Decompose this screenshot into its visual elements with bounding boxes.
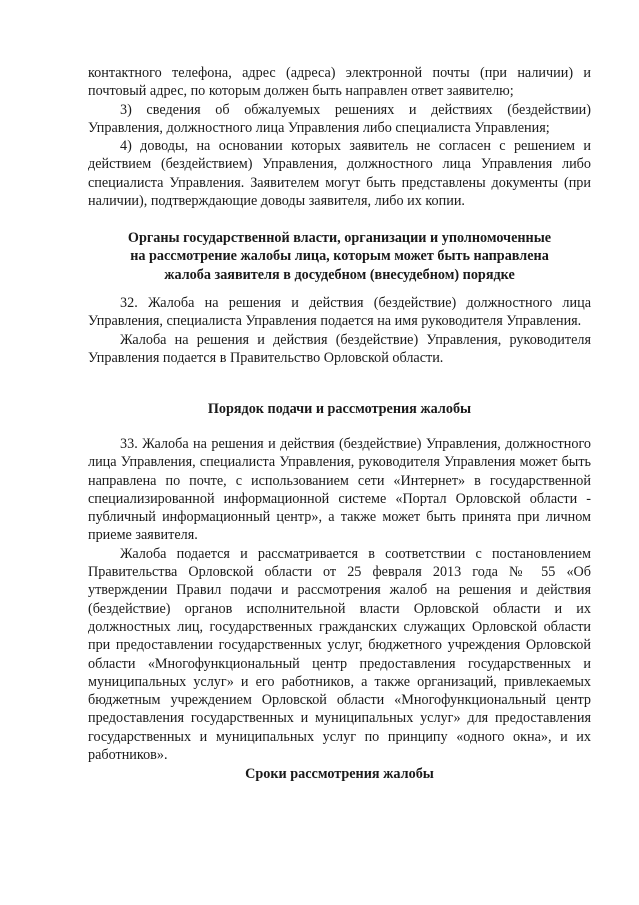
- section-33: [88, 435, 591, 764]
- heading-authorities-line-2: на рассмотрение жалобы лица, которым может быть направлена: [130, 248, 549, 265]
- heading-terms: [88, 765, 591, 783]
- paragraph-contact-info: контактного телефона, адрес (адреса) электронной почты (при наличии) и почтовый адрес, по которым должен быть направлен ответ заявителю;: [88, 65, 591, 100]
- paragraph-32-government: Жалоба на решения и действия (бездействие) Управления, руководителя Управления подается в Правительство Орловской области.: [88, 331, 591, 366]
- paragraph-33: 33. Жалоба на решения и действия (бездействие) Управления, должностного лица Управления, специалиста Управления, руководителя Управления может быть направлена по почте, с использованием сети «Интернет» в государственной специализированной информационной системе «Портал Орловской области - публичный информационный центр», а также может быть принята при личном приеме заявителя.: [88, 436, 591, 544]
- heading-authorities-line-1: Органы государственной власти, организации и уполномоченные: [127, 230, 552, 246]
- heading-authorities-line-3: жалоба заявителя в досудебном (внесудебном) порядке: [164, 266, 515, 283]
- paragraph-32: 32. Жалоба на решения и действия (бездействие) должностного лица Управления, специалиста Управления подается на имя руководителя Управления.: [88, 295, 591, 330]
- paragraph-33-regulation: Жалоба подается и рассматривается в соответствии с постановлением Правительства Орловской области от 25 февраля 2013 года № 55 «Об утверждении Правил подачи и рассмотрения жалоб на решения и действия (бездействие) органов исполнительной власти Орловской области и их должностных лиц, государственных гражданских служащих Орловской области при предоставлении государственных услуг, бюджетного учреждения Орловской области «Многофункциональный центр предоставления государственных и муниципальных услуг» и его работников, а также организаций, привлекаемых бюджетным учреждением Орловской области «Многофункциональный центр предоставления государственных и муниципальных услуг» для предоставления государственных и муниципальных услуг по принципу «одного окна», и их работников».: [88, 545, 591, 764]
- heading-terms-title: Сроки рассмотрения жалобы: [245, 766, 434, 782]
- heading-procedure-title: Порядок подачи и рассмотрения жалобы: [207, 401, 472, 417]
- paragraph-item-3: 3) сведения об обжалуемых решениях и действиях (бездействии) Управления, должностного лица Управления либо специалиста Управления;: [88, 101, 591, 136]
- heading-procedure: [88, 400, 591, 418]
- section-32: [88, 294, 591, 367]
- continuation-block: [88, 64, 591, 210]
- paragraph-item-4: 4) доводы, на основании которых заявитель не согласен с решением и действием (бездействием) Управления, должностного лица Управления либо специалиста Управления. Заявителем могут быть представлены документы (при наличии), подтверждающие доводы заявителя, либо их копии.: [88, 138, 591, 210]
- heading-authorities: [88, 229, 591, 284]
